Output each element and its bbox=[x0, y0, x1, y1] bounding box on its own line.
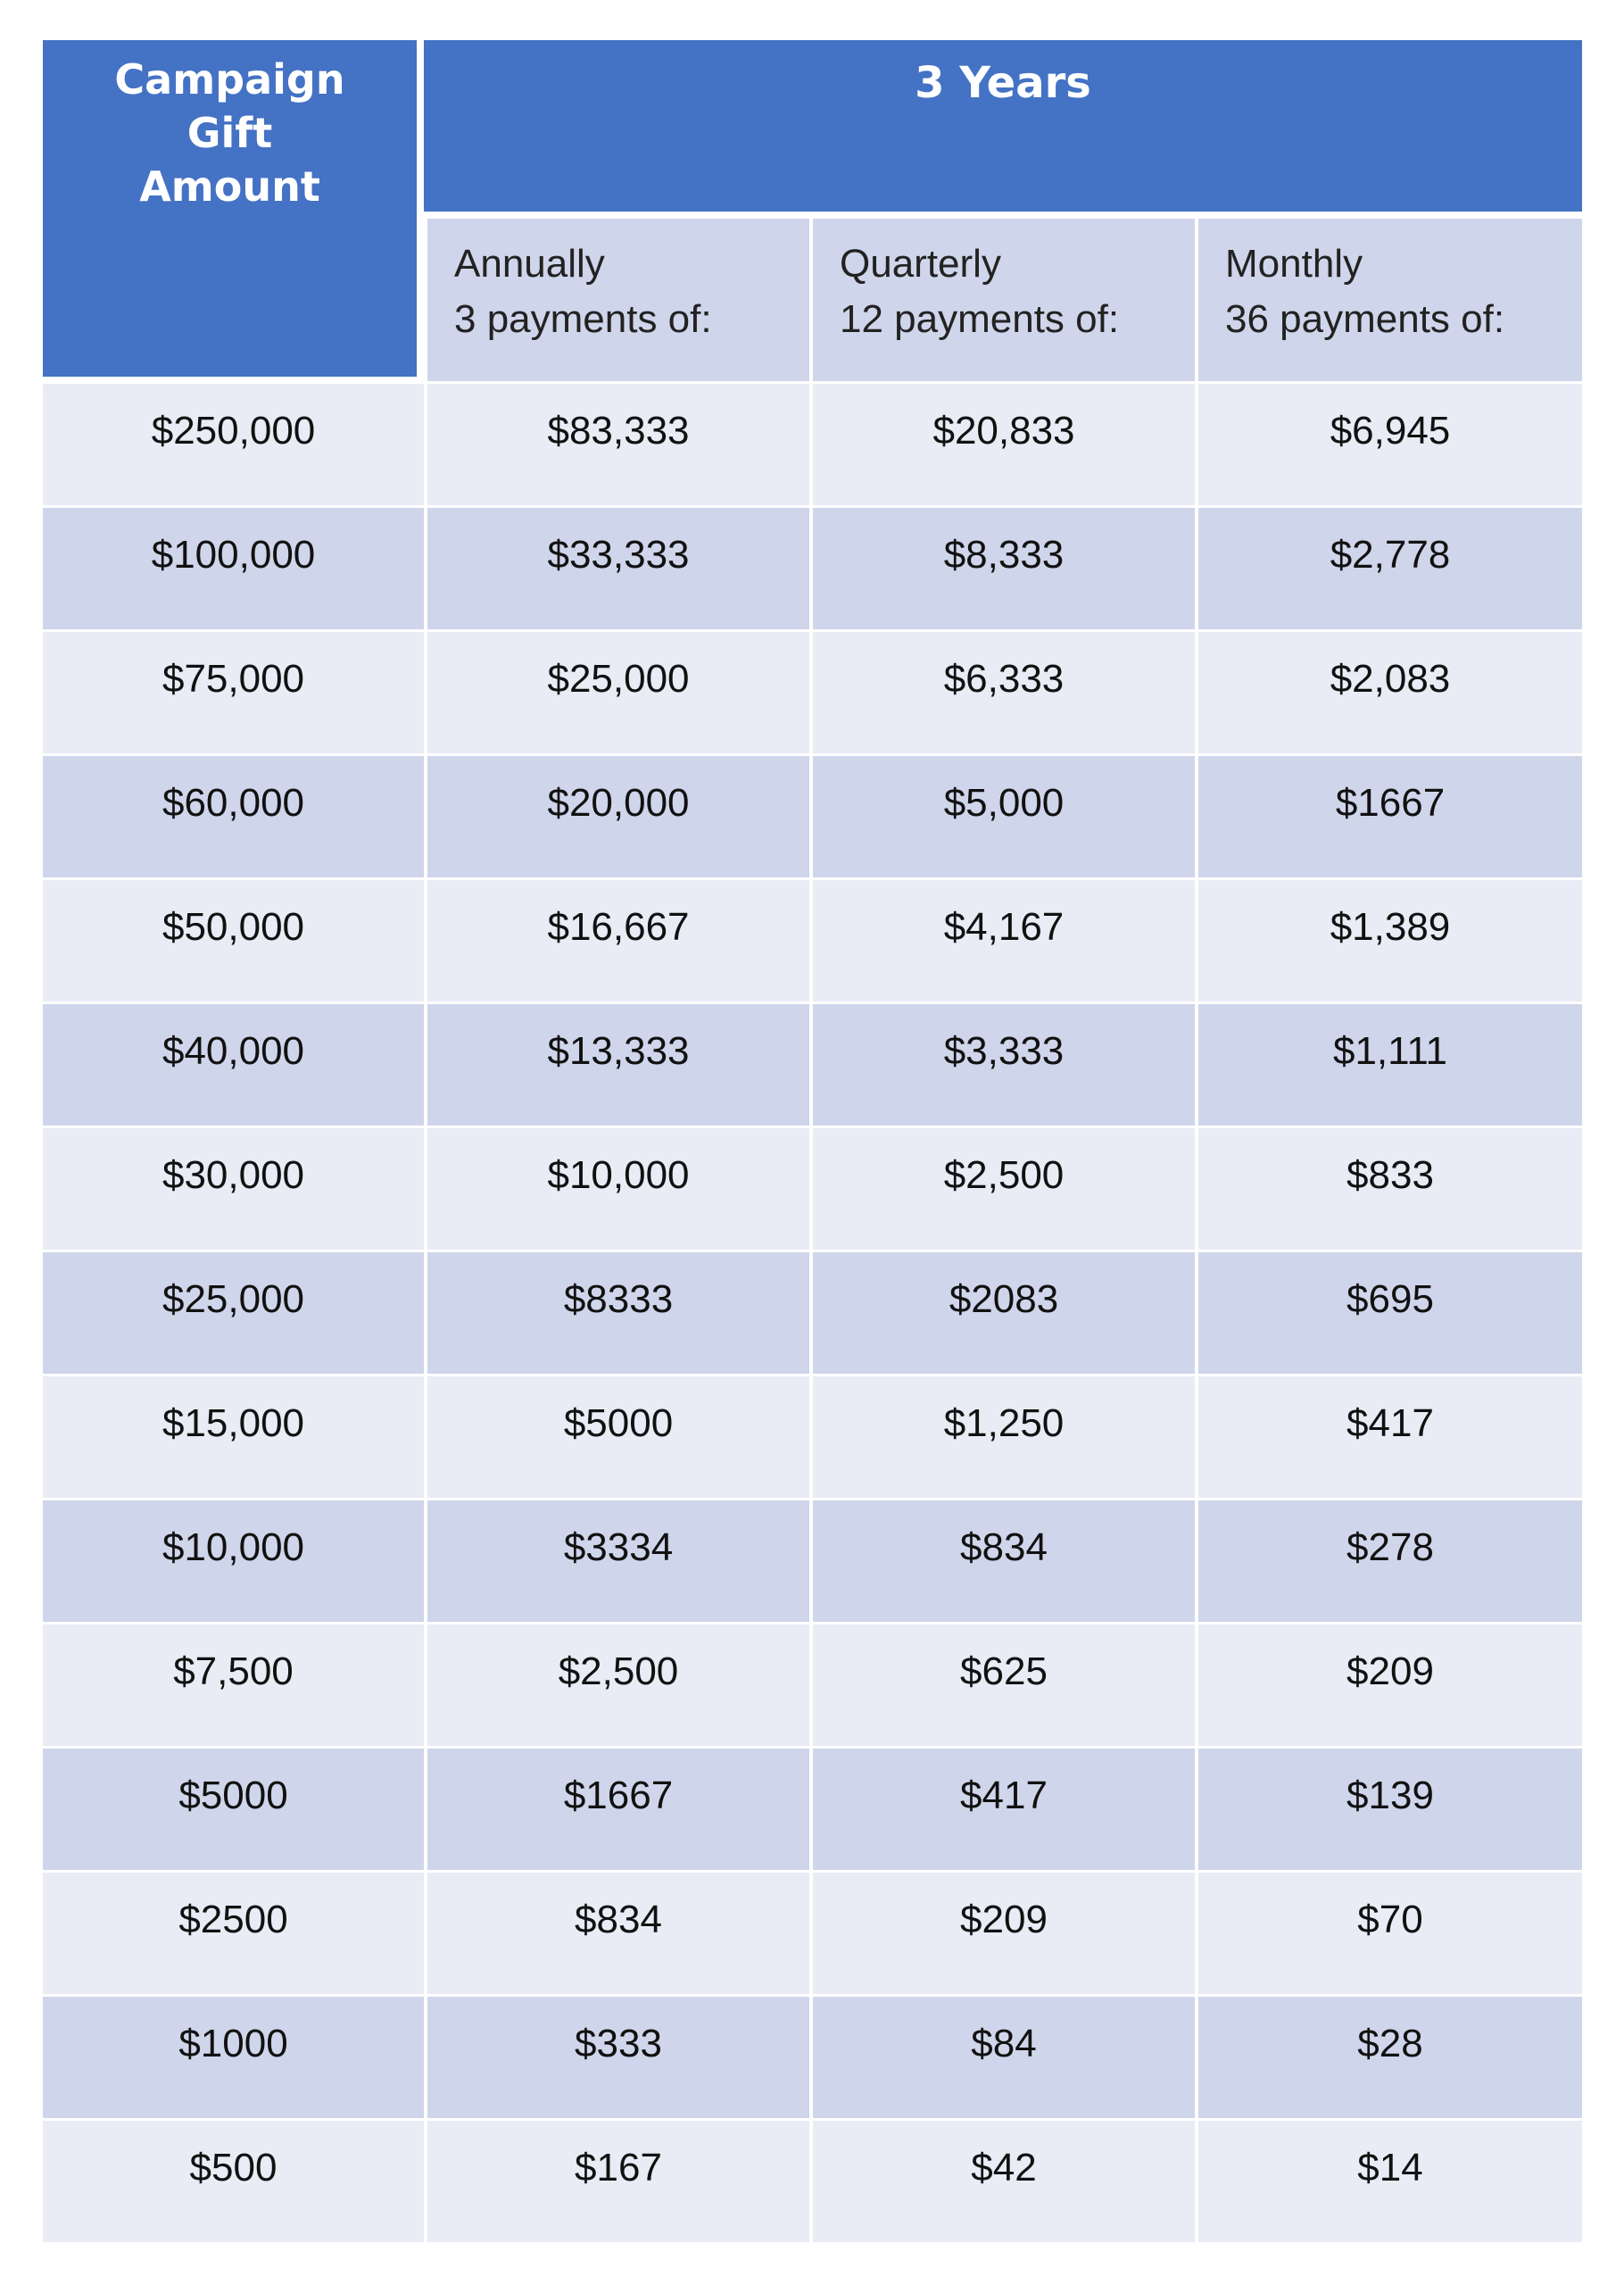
table-cell-quarterly: $20,833 bbox=[809, 384, 1195, 508]
table-cell-annually: $13,333 bbox=[424, 1004, 809, 1128]
header-annually bbox=[424, 219, 809, 384]
table-cell-monthly: $1667 bbox=[1195, 756, 1582, 880]
table-cell-monthly: $2,083 bbox=[1195, 632, 1582, 756]
table-cell-quarterly: $42 bbox=[809, 2121, 1195, 2245]
table-cell-gift: $75,000 bbox=[43, 632, 424, 756]
table-cell-quarterly: $3,333 bbox=[809, 1004, 1195, 1128]
table-cell-monthly: $209 bbox=[1195, 1624, 1582, 1749]
table-cell-annually: $5000 bbox=[424, 1376, 809, 1500]
table-cell-gift: $2500 bbox=[43, 1873, 424, 1997]
table-grid bbox=[43, 40, 1582, 2245]
table-cell-monthly: $28 bbox=[1195, 1997, 1582, 2121]
table-cell-quarterly: $4,167 bbox=[809, 880, 1195, 1004]
table-cell-monthly: $14 bbox=[1195, 2121, 1582, 2245]
table-cell-gift: $40,000 bbox=[43, 1004, 424, 1128]
table-cell-monthly: $417 bbox=[1195, 1376, 1582, 1500]
header-gift-amount bbox=[43, 40, 424, 384]
table-cell-gift: $60,000 bbox=[43, 756, 424, 880]
table-cell-monthly: $2,778 bbox=[1195, 508, 1582, 632]
table-cell-quarterly: $834 bbox=[809, 1500, 1195, 1624]
table-cell-gift: $50,000 bbox=[43, 880, 424, 1004]
table-cell-gift: $7,500 bbox=[43, 1624, 424, 1749]
header-monthly-detail: 36 payments of: bbox=[1225, 297, 1505, 341]
table-cell-gift: $100,000 bbox=[43, 508, 424, 632]
table-cell-gift: $5000 bbox=[43, 1749, 424, 1873]
header-gift-line: Amount bbox=[139, 162, 320, 211]
table-cell-monthly: $1,111 bbox=[1195, 1004, 1582, 1128]
table-cell-annually: $333 bbox=[424, 1997, 809, 2121]
header-quarterly-name: Quarterly bbox=[840, 242, 1001, 286]
table-cell-quarterly: $1,250 bbox=[809, 1376, 1195, 1500]
table-cell-quarterly: $625 bbox=[809, 1624, 1195, 1749]
table-cell-monthly: $278 bbox=[1195, 1500, 1582, 1624]
table-cell-annually: $83,333 bbox=[424, 384, 809, 508]
table-cell-quarterly: $209 bbox=[809, 1873, 1195, 1997]
payment-schedule-table bbox=[43, 40, 1582, 2254]
table-cell-annually: $25,000 bbox=[424, 632, 809, 756]
table-cell-annually: $834 bbox=[424, 1873, 809, 1997]
table-cell-monthly: $833 bbox=[1195, 1128, 1582, 1252]
table-cell-gift: $250,000 bbox=[43, 384, 424, 508]
table-cell-monthly: $6,945 bbox=[1195, 384, 1582, 508]
table-cell-annually: $3334 bbox=[424, 1500, 809, 1624]
table-cell-gift: $10,000 bbox=[43, 1500, 424, 1624]
table-cell-monthly: $695 bbox=[1195, 1252, 1582, 1376]
table-cell-annually: $33,333 bbox=[424, 508, 809, 632]
table-cell-quarterly: $417 bbox=[809, 1749, 1195, 1873]
table-cell-quarterly: $2083 bbox=[809, 1252, 1195, 1376]
table-cell-annually: $2,500 bbox=[424, 1624, 809, 1749]
table-cell-annually: $1667 bbox=[424, 1749, 809, 1873]
header-quarterly-detail: 12 payments of: bbox=[840, 297, 1120, 341]
header-annually-name: Annually bbox=[454, 242, 605, 286]
table-cell-monthly: $139 bbox=[1195, 1749, 1582, 1873]
header-gift-line: Gift bbox=[186, 109, 273, 157]
header-annually-detail: 3 payments of: bbox=[454, 297, 712, 341]
table-cell-annually: $16,667 bbox=[424, 880, 809, 1004]
table-cell-gift: $15,000 bbox=[43, 1376, 424, 1500]
table-cell-annually: $8333 bbox=[424, 1252, 809, 1376]
table-cell-quarterly: $8,333 bbox=[809, 508, 1195, 632]
header-monthly-name: Monthly bbox=[1225, 242, 1363, 286]
table-cell-quarterly: $6,333 bbox=[809, 632, 1195, 756]
header-monthly bbox=[1195, 219, 1582, 384]
table-cell-quarterly: $2,500 bbox=[809, 1128, 1195, 1252]
table-cell-annually: $20,000 bbox=[424, 756, 809, 880]
table-cell-gift: $30,000 bbox=[43, 1128, 424, 1252]
header-period: 3 Years bbox=[424, 40, 1582, 219]
header-gift-line: Campaign bbox=[114, 55, 345, 104]
table-cell-gift: $500 bbox=[43, 2121, 424, 2245]
table-cell-gift: $1000 bbox=[43, 1997, 424, 2121]
table-cell-gift: $25,000 bbox=[43, 1252, 424, 1376]
table-cell-quarterly: $5,000 bbox=[809, 756, 1195, 880]
table-cell-monthly: $1,389 bbox=[1195, 880, 1582, 1004]
table-cell-annually: $167 bbox=[424, 2121, 809, 2245]
table-cell-monthly: $70 bbox=[1195, 1873, 1582, 1997]
table-cell-quarterly: $84 bbox=[809, 1997, 1195, 2121]
header-quarterly bbox=[809, 219, 1195, 384]
table-cell-annually: $10,000 bbox=[424, 1128, 809, 1252]
